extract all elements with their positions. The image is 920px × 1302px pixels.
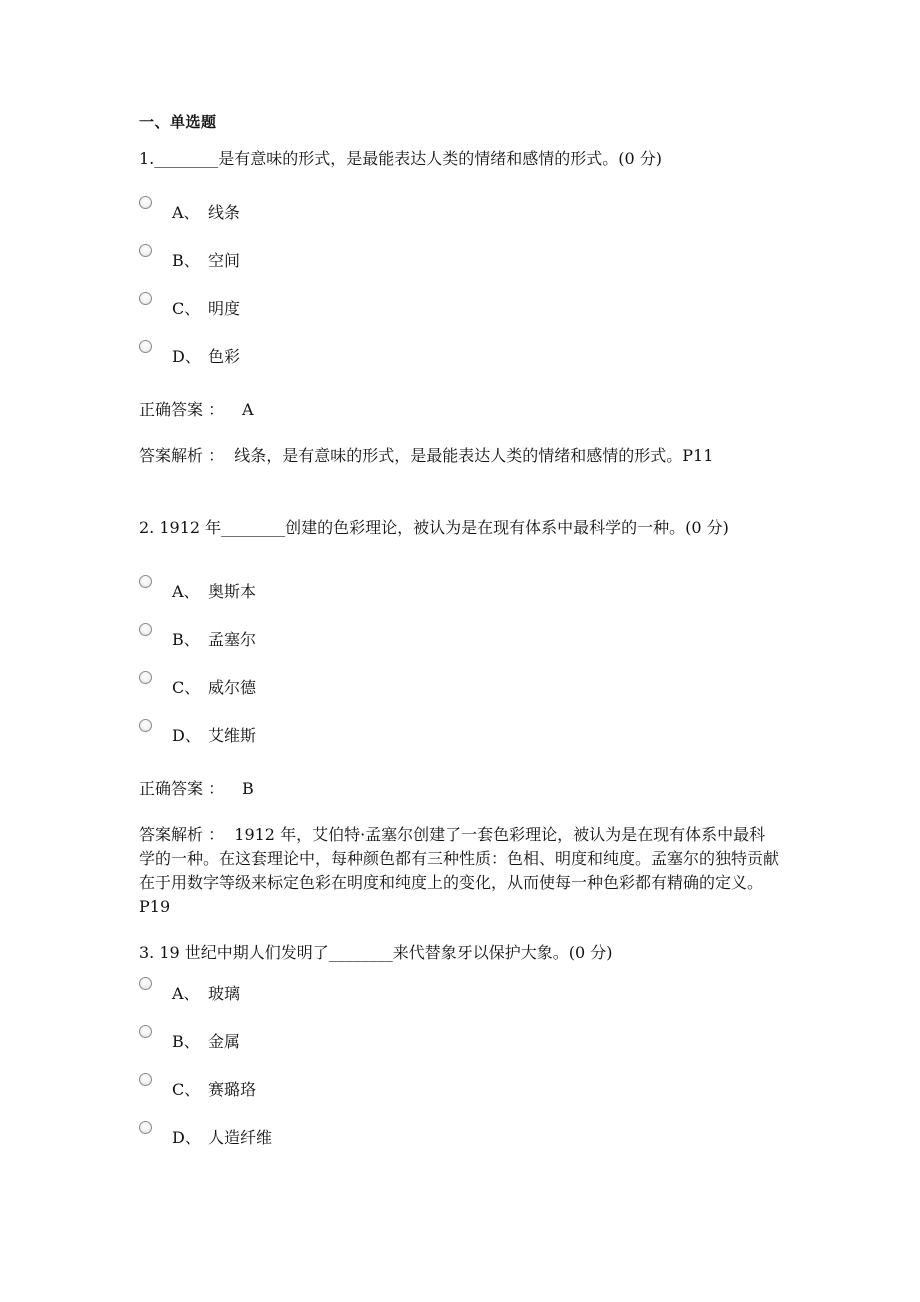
question-2-stem: 2. 1912 年________创建的色彩理论，被认为是在现有体系中最科学的一种。(0 分) <box>139 518 729 537</box>
option-text: 赛璐珞 <box>208 1080 257 1099</box>
answer-value: A <box>242 400 254 419</box>
question-1-option-d[interactable] <box>139 340 439 368</box>
option-letter: C、 <box>172 678 201 697</box>
option-letter: D、 <box>172 726 201 745</box>
option-text: 明度 <box>208 299 241 318</box>
option-letter: B、 <box>172 251 200 270</box>
explain-label: 答案解析 ： <box>139 825 225 844</box>
explain-text: 1912 年，艾伯特·孟塞尔创建了一套色彩理论，被认为是在现有体系中最科学的一种。在这套理论中，每种颜色都有三种性质：色相、明度和纯度。孟塞尔的独特贡献在于用数字等级来标定色彩在明度和纯度上的变化，从而使每一种色彩都有精确的定义。P19 <box>139 825 780 916</box>
explain-text: 线条，是有意味的形式，是最能表达人类的情绪和感情的形式。P11 <box>234 446 714 465</box>
question-2-explanation <box>139 823 779 919</box>
option-letter: D、 <box>172 347 201 366</box>
option-text: 艾维斯 <box>208 726 257 745</box>
option-letter: A、 <box>172 582 200 601</box>
radio-button[interactable] <box>139 292 152 305</box>
option-letter: B、 <box>172 1032 200 1051</box>
question-1-stem: 1.________是有意味的形式，是最能表达人类的情绪和感情的形式。(0 分) <box>139 149 663 168</box>
radio-button[interactable] <box>139 196 152 209</box>
option-text: 人造纤维 <box>208 1128 273 1147</box>
option-letter: C、 <box>172 1080 201 1099</box>
question-2-option-c[interactable] <box>139 671 439 699</box>
answer-value: B <box>242 779 254 798</box>
radio-button[interactable] <box>139 977 152 990</box>
question-3-option-d[interactable] <box>139 1121 439 1149</box>
question-1-option-b[interactable] <box>139 244 439 272</box>
section-title: 一、单选题 <box>139 113 217 131</box>
answer-label: 正确答案 ： <box>139 400 225 419</box>
option-letter: A、 <box>172 984 200 1003</box>
radio-button[interactable] <box>139 1073 152 1086</box>
question-1-explanation <box>139 444 779 468</box>
option-text: 空间 <box>208 251 241 270</box>
option-text: 金属 <box>208 1032 241 1051</box>
radio-button[interactable] <box>139 1025 152 1038</box>
question-2-option-d[interactable] <box>139 719 439 747</box>
option-text: 色彩 <box>208 347 241 366</box>
radio-button[interactable] <box>139 340 152 353</box>
option-text: 威尔德 <box>208 678 257 697</box>
question-2-answer <box>139 777 254 801</box>
radio-button[interactable] <box>139 244 152 257</box>
question-1-option-c[interactable] <box>139 292 439 320</box>
question-3-option-a[interactable] <box>139 977 439 1005</box>
question-3-option-c[interactable] <box>139 1073 439 1101</box>
option-text: 线条 <box>208 203 241 222</box>
option-text: 孟塞尔 <box>208 630 257 649</box>
option-letter: A、 <box>172 203 200 222</box>
question-3-option-b[interactable] <box>139 1025 439 1053</box>
question-1-answer <box>139 398 254 422</box>
option-text: 奥斯本 <box>208 582 257 601</box>
question-2-option-a[interactable] <box>139 575 439 603</box>
radio-button[interactable] <box>139 575 152 588</box>
option-letter: C、 <box>172 299 201 318</box>
answer-label: 正确答案 ： <box>139 779 225 798</box>
radio-button[interactable] <box>139 671 152 684</box>
radio-button[interactable] <box>139 623 152 636</box>
explain-label: 答案解析 ： <box>139 446 225 465</box>
option-letter: D、 <box>172 1128 201 1147</box>
option-text: 玻璃 <box>208 984 241 1003</box>
question-1-option-a[interactable] <box>139 196 439 224</box>
radio-button[interactable] <box>139 719 152 732</box>
option-letter: B、 <box>172 630 200 649</box>
radio-button[interactable] <box>139 1121 152 1134</box>
question-2-option-b[interactable] <box>139 623 439 651</box>
question-3-stem: 3. 19 世纪中期人们发明了________来代替象牙以保护大象。(0 分) <box>139 943 613 962</box>
